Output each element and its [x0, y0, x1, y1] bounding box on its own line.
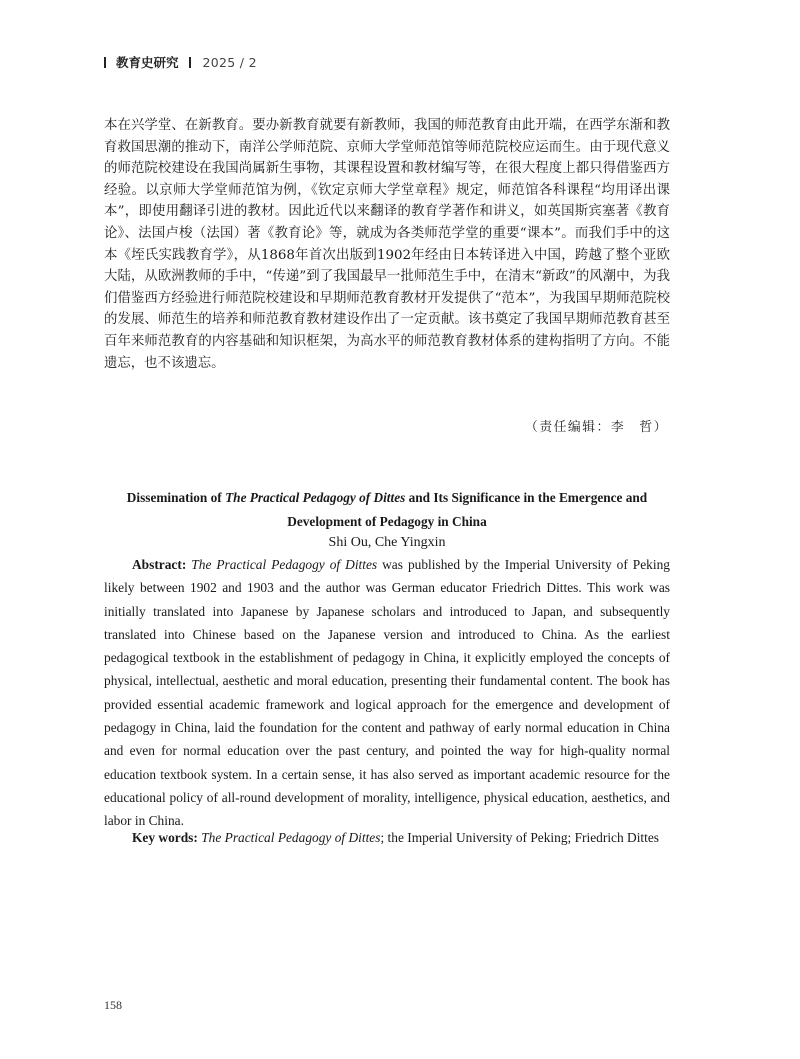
abstract-label: Abstract:: [132, 557, 187, 572]
abstract-text: was published by the Imperial University of Peking likely between 1902 and 1903 and the author was German educator Friedrich Dittes. This work was initially translated into Japanese by Japanese scholars and introduced to Japan, and subsequently translated into Chinese based on the Japanese version and introduced to China. As the earliest pedagogical textbook in the establishment of pedagogy in China, it explicitly employed the concepts of physical, intellectual, aesthetic and moral education, presenting their fundamental content. The book has provided essential academic framework and logical approach for the emergence and development of pedagogy in China, laid the foundation for the content and pathway of early normal education in China and even for normal education over the past century, and pointed the way for high-quality normal education textbook system. In a certain sense, it has also served as important academic resource for the educational policy of all-round development of morality, intelligence, physical education, aesthetics, and labor in China.: [104, 557, 670, 829]
issue-number: 2025 / 2: [202, 54, 257, 70]
keyword-book-name: The Practical Pedagogy of Dittes: [201, 830, 381, 845]
keywords-label: Key words:: [132, 830, 198, 845]
english-abstract: [104, 553, 670, 833]
responsible-editor-note: （责任编辑：李 哲）: [525, 420, 668, 435]
authors: Shi Ou, Che Yingxin: [328, 535, 446, 550]
chinese-body-paragraph: 本在兴学堂、在新教育。要办新教育就要有新教师，我国的师范教育由此开端，在西学东渐和教育救国思潮的推动下，南洋公学师范院、京师大学堂师范馆等师范院校应运而生。由于现代意义的师范院校建设在我国尚属新生事物，其课程设置和教材编写等，在很大程度上都只得借鉴西方经验。以京师大学堂师范馆为例，《钦定京师大学堂章程》规定，师范馆各科课程“均用译出课本”，即使用翻译引进的教材。因此近代以来翻译的教育学著作和讲义，如英国斯宾塞著《教育论》、法国卢梭（法国）著《教育论》等，就成为各类师范学堂的重要“课本”。而我们手中的这本《垤氏实践教育学》，从1868年首次出版到1902年经由日本转译进入中国，跨越了整个亚欧大陆，从欧洲教师的手中，“传递”到了我国最早一批师范生手中，在清末“新政”的风潮中，为我们借鉴西方经验进行师范院校建设和早期师范教育教材开发提供了“范本”，为我国早期师范院校的发展、师范生的培养和师范教育教材建设作出了一定贡献。该书奠定了我国早期师范教育甚至百年来师范教育的内容基础和知识框架，为高水平的师范教育教材体系的建构指明了方向。不能遗忘，也不该遗忘。: [104, 118, 670, 371]
english-title: [104, 486, 670, 534]
title-text: Dissemination of: [126, 490, 226, 505]
page-number: 158: [104, 998, 122, 1012]
running-header: [104, 53, 257, 71]
title-text: and Its Significance in the Emergence and Development of Pedagogy in China: [287, 490, 648, 529]
header-rule: [104, 57, 106, 68]
header-rule: [189, 57, 191, 68]
journal-name: 教育史研究: [116, 55, 179, 70]
english-keywords: [104, 826, 670, 849]
title-book-name: The Practical Pedagogy of Dittes: [225, 490, 406, 505]
keywords-text: ; the Imperial University of Peking; Friedrich Dittes: [380, 830, 660, 845]
abstract-book-name: The Practical Pedagogy of Dittes: [191, 557, 378, 572]
